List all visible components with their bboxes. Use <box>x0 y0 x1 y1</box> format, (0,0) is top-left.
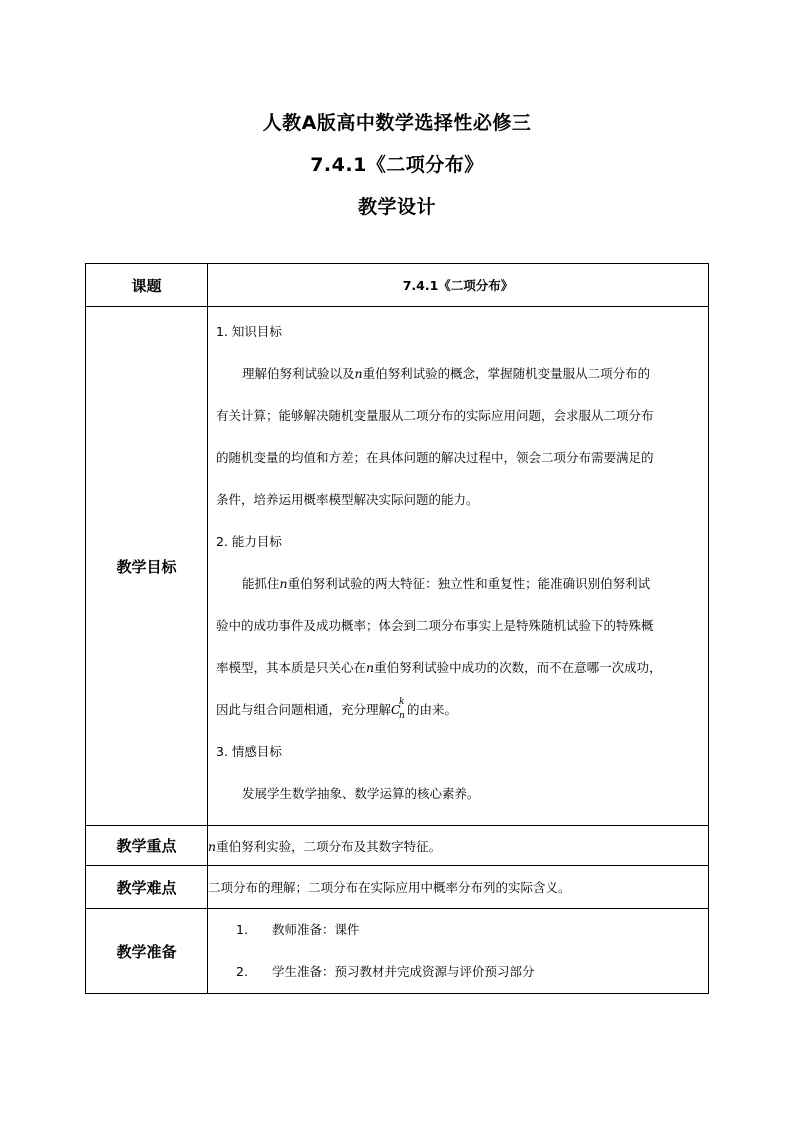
table-row-goals <box>86 307 709 826</box>
knowledge-text-b: 重伯努利试验的概念，掌握随机变量服从二项分布的 <box>362 366 651 381</box>
ability-line-1 <box>216 563 702 605</box>
list-text: 学生准备：预习教材并完成资源与评价预习部分 <box>272 964 535 979</box>
preparation-label: 教学准备 <box>86 909 208 994</box>
ability-line-3 <box>216 647 702 689</box>
ability-text-c: 率模型，其本质是只关心在 <box>216 660 367 675</box>
knowledge-line-2: 有关计算；能够解决随机变量服从二项分布的实际应用问题，会求服从二项分布 <box>216 408 654 423</box>
key-points-label: 教学重点 <box>86 826 208 866</box>
ability-line-2: 验中的成功事件及成功概率；体会到二项分布事实上是特殊随机试验下的特殊概 <box>216 618 654 633</box>
variable-n: n <box>279 576 288 591</box>
course-title: 人教A版高中数学选择性必修三 <box>262 112 532 134</box>
knowledge-line-1 <box>216 353 702 395</box>
ability-line-4 <box>216 689 702 731</box>
emotion-heading: 3. 情感目标 <box>216 744 282 759</box>
binom-n: n <box>399 711 405 721</box>
ability-text-e: 因此与组合问题相通，充分理解 <box>216 702 392 717</box>
binom-c: C <box>391 702 401 717</box>
knowledge-heading: 1. 知识目标 <box>216 324 282 339</box>
binomial-coefficient <box>391 689 407 731</box>
lesson-title: 7.4.1《二项分布》 <box>310 154 484 176</box>
goals-label: 教学目标 <box>86 307 208 826</box>
ability-text-f: 的由来。 <box>407 702 458 717</box>
emotion-line: 发展学生数学抽象、数学运算的核心素养。 <box>242 786 480 801</box>
ability-text-b: 重伯努利试验的两大特征：独立性和重复性；能准确识别伯努利试 <box>287 576 651 591</box>
difficulties-label: 教学难点 <box>86 866 208 909</box>
key-points-content <box>208 826 709 866</box>
list-number: 1. <box>236 922 248 937</box>
list-text: 教师准备：课件 <box>272 922 360 937</box>
table-row-key-points <box>86 826 709 866</box>
topic-label: 课题 <box>86 264 208 307</box>
knowledge-line-3: 的随机变量的均值和方差；在具体问题的解决过程中，领会二项分布需要满足的 <box>216 450 654 465</box>
table-row-topic <box>86 264 709 307</box>
key-points-text: 重伯努利实验，二项分布及其数字特征。 <box>216 838 442 854</box>
knowledge-line-4: 条件，培养运用概率模型解决实际问题的能力。 <box>216 492 479 507</box>
ability-heading: 2. 能力目标 <box>216 534 282 549</box>
variable-n: n <box>208 838 217 854</box>
document-type-title: 教学设计 <box>357 196 436 218</box>
list-item <box>208 951 708 993</box>
knowledge-text-a: 理解伯努利试验以及 <box>242 366 355 381</box>
lesson-plan-table <box>85 263 709 994</box>
preparation-content <box>208 909 709 994</box>
ability-text-a: 能抓住 <box>242 576 280 591</box>
variable-n: n <box>366 660 375 675</box>
goals-content <box>208 307 709 826</box>
list-item <box>208 909 708 951</box>
ability-text-d: 重伯努利试验中成功的次数，而不在意哪一次成功， <box>374 660 662 675</box>
topic-value: 7.4.1《二项分布》 <box>208 264 709 307</box>
list-number: 2. <box>236 964 248 979</box>
difficulties-content: 二项分布的理解；二项分布在实际应用中概率分布列的实际含义。 <box>208 866 709 909</box>
table-row-difficulties <box>86 866 709 909</box>
variable-n: n <box>354 366 363 381</box>
table-row-preparation <box>86 909 709 994</box>
binom-k: k <box>399 697 405 707</box>
